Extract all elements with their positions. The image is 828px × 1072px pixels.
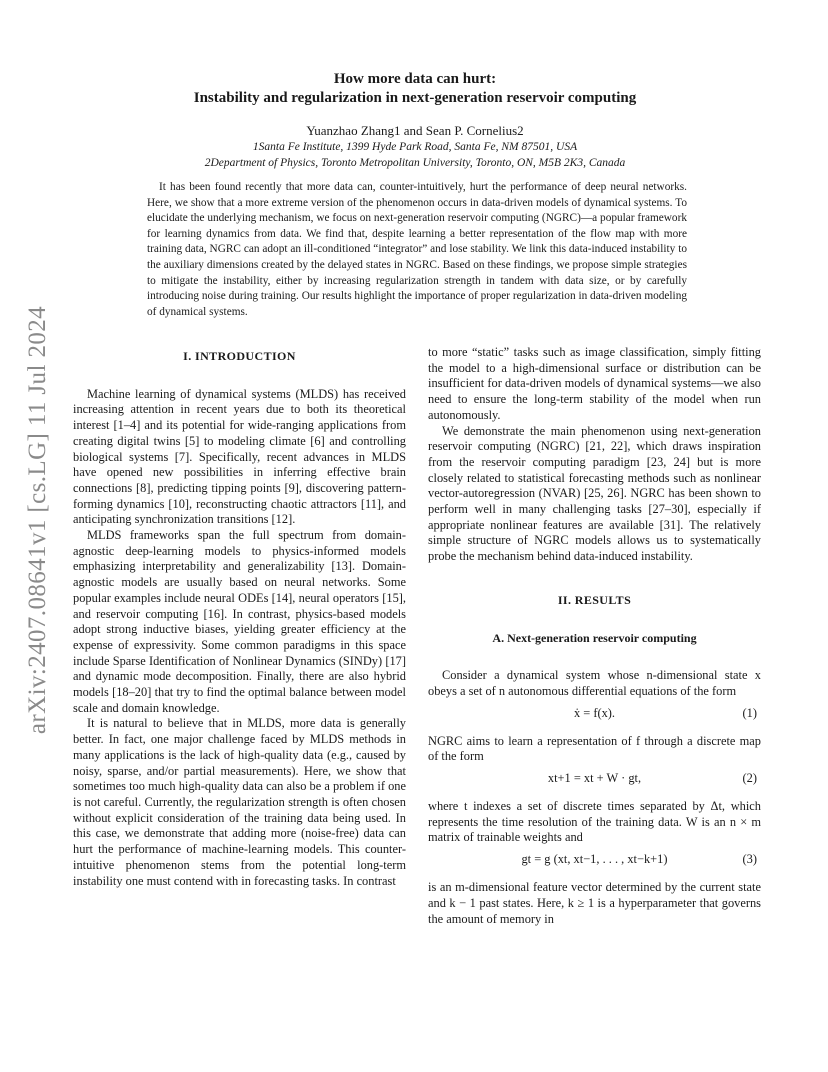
feature-paragraph: is an m-dimensional feature vector determined by the current state and k − 1 past states. Here, k ≥ 1 is a hyperparameter that governs the amount of memory in: [428, 880, 761, 926]
affiliation-2: 2Department of Physics, Toronto Metropolitan University, Toronto, ON, M5B 2K3, Canada: [204, 157, 626, 169]
equation-3-number: (3): [742, 852, 757, 867]
abstract: It has been found recently that more data can, counter-intuitively, hurt the performance of deep neural networks. Here, we show that a more extreme version of the phenomenon occurs in data-driven models of dynamical systems. To elucidate the underlying mechanism, we focus on next-generation reservoir computing (NGRC)—a popular framework for learning dynamics from data. We find that, despite learning a better representation of the flow map with more training data, NGRC can adopt an ill-conditioned “integrator” and lose stability. We link this data-induced instability to the auxiliary dimensions created by the delayed states in NGRC. Based on these findings, we propose simple strategies to mitigate the instability, either by increasing regularization strength in tandem with data size, or by carefully introducing noise during training. Our results highlight the importance of proper regularization in data-driven modeling of dynamical systems.: [147, 181, 687, 318]
author-list: Yuanzhao Zhang1 and Sean P. Cornelius2: [306, 123, 524, 138]
right-column: [428, 345, 761, 927]
equation-3: [428, 852, 761, 874]
where-paragraph: where t indexes a set of discrete times separated by Δt, which represents the time resolution of the training data. W is an n × m matrix of trainable weights and: [428, 799, 761, 845]
intro-paragraph-4: We demonstrate the main phenomenon using next-generation reservoir computing (NGRC) [21, 22], which draws inspiration from the reservoir computing paradigm [23, 24] but is more closely related to statistical forecasting methods such as nonlinear vector-autoregression (NVAR) [25, 26]. NGRC has been shown to perform well in many challenging tasks [27–30], especially if appropriate nonlinear features are available [31]. The relatively simple structure of NGRC models allows us to systematically probe the mechanism behind data-induced instability.: [428, 423, 761, 564]
section-heading-introduction: I. INTRODUCTION: [183, 349, 296, 363]
equation-1-expression: ẋ = f(x).: [573, 705, 616, 720]
paper-title-line-2: Instability and regularization in next-generation reservoir computing: [193, 90, 637, 106]
equation-1-number: (1): [742, 705, 757, 720]
arxiv-identifier: arXiv:2407.08641v1 [cs.LG] 11 Jul 2024: [24, 305, 51, 735]
intro-paragraph-2: MLDS frameworks span the full spectrum from domain-agnostic deep-learning models to physics-informed models emphasizing interpretability and generalizability [13]. Domain-agnostic models are usually based on neural networks. Some popular examples include neural ODEs [14], neural operators [15], and reservoir computing [16]. In contrast, physics-based models adopt strong inductive biases, yielding greater efficiency at the expense of expressivity. Some common paradigms in this space include Sparse Identification of Nonlinear Dynamics (SINDy) [17] and dynamic mode decomposition. Finally, there are also hybrid models [18–20] that try to find the optimal balance between model scale and domain knowledge.: [73, 528, 406, 715]
left-column: [73, 345, 406, 889]
equation-2-expression: xt+1 = xt + W · gt,: [547, 771, 642, 786]
system-paragraph: Consider a dynamical system whose n-dimensional state x obeys a set of n autonomous differential equations of the form: [428, 668, 761, 698]
equation-1: [428, 706, 761, 728]
equation-3-expression: gt = g (xt, xt−1, . . . , xt−k+1): [521, 852, 668, 867]
paper-title-line-1: How more data can hurt:: [333, 71, 497, 87]
section-heading-results: II. RESULTS: [557, 592, 632, 607]
arxiv-side-stamp: [18, 300, 58, 740]
ngrc-paragraph: NGRC aims to learn a representation of f through a discrete map of the form: [428, 733, 761, 764]
equation-2: [428, 771, 761, 793]
intro-paragraph-1: Machine learning of dynamical systems (MLDS) has received increasing attention in recent years due to both its theoretical interest [1–4] and its potential for wide-ranging applications from creating digital twins [5] to modeling climate [6] and controlling biological systems [7]. Specifically, recent advances in MLDS have opened new possibilities in inferring effective brain connections [8], predicting tipping points [9], discovering pattern-forming dynamics [10], reconstructing chaotic attractors [11], and anticipating synchronization transitions [12].: [73, 386, 406, 527]
intro-paragraph-3: It is natural to believe that in MLDS, more data is generally better. In fact, one major challenge faced by MLDS methods in many applications is the lack of high-quality data (e.g., caused by noisy, sparse, and/or partial measurements). Here, we show that sometimes too much high-quality data can also be a problem if one is not careful. Currently, the regularization strength is often chosen without explicit consideration of the training data being used. In this case, we demonstrate that adding more (noise-free) data can hurt the performance of machine-learning models. This counter-intuitive phenomenon stems from the potential long-term instability one must contend with in forecasting tasks. In contrast: [73, 716, 406, 888]
intro-paragraph-3-continued: to more “static” tasks such as image classification, simply fitting the model to a high-dimensional surface or distribution can be insufficient for data-driven models of dynamical systems—we also need to ensure the long-term stability of the model when run autonomously.: [428, 345, 761, 422]
affiliation-1: 1Santa Fe Institute, 1399 Hyde Park Road, Santa Fe, NM 87501, USA: [252, 141, 578, 153]
equation-2-number: (2): [742, 771, 757, 786]
subsection-heading-ngrc: A. Next-generation reservoir computing: [492, 630, 697, 645]
